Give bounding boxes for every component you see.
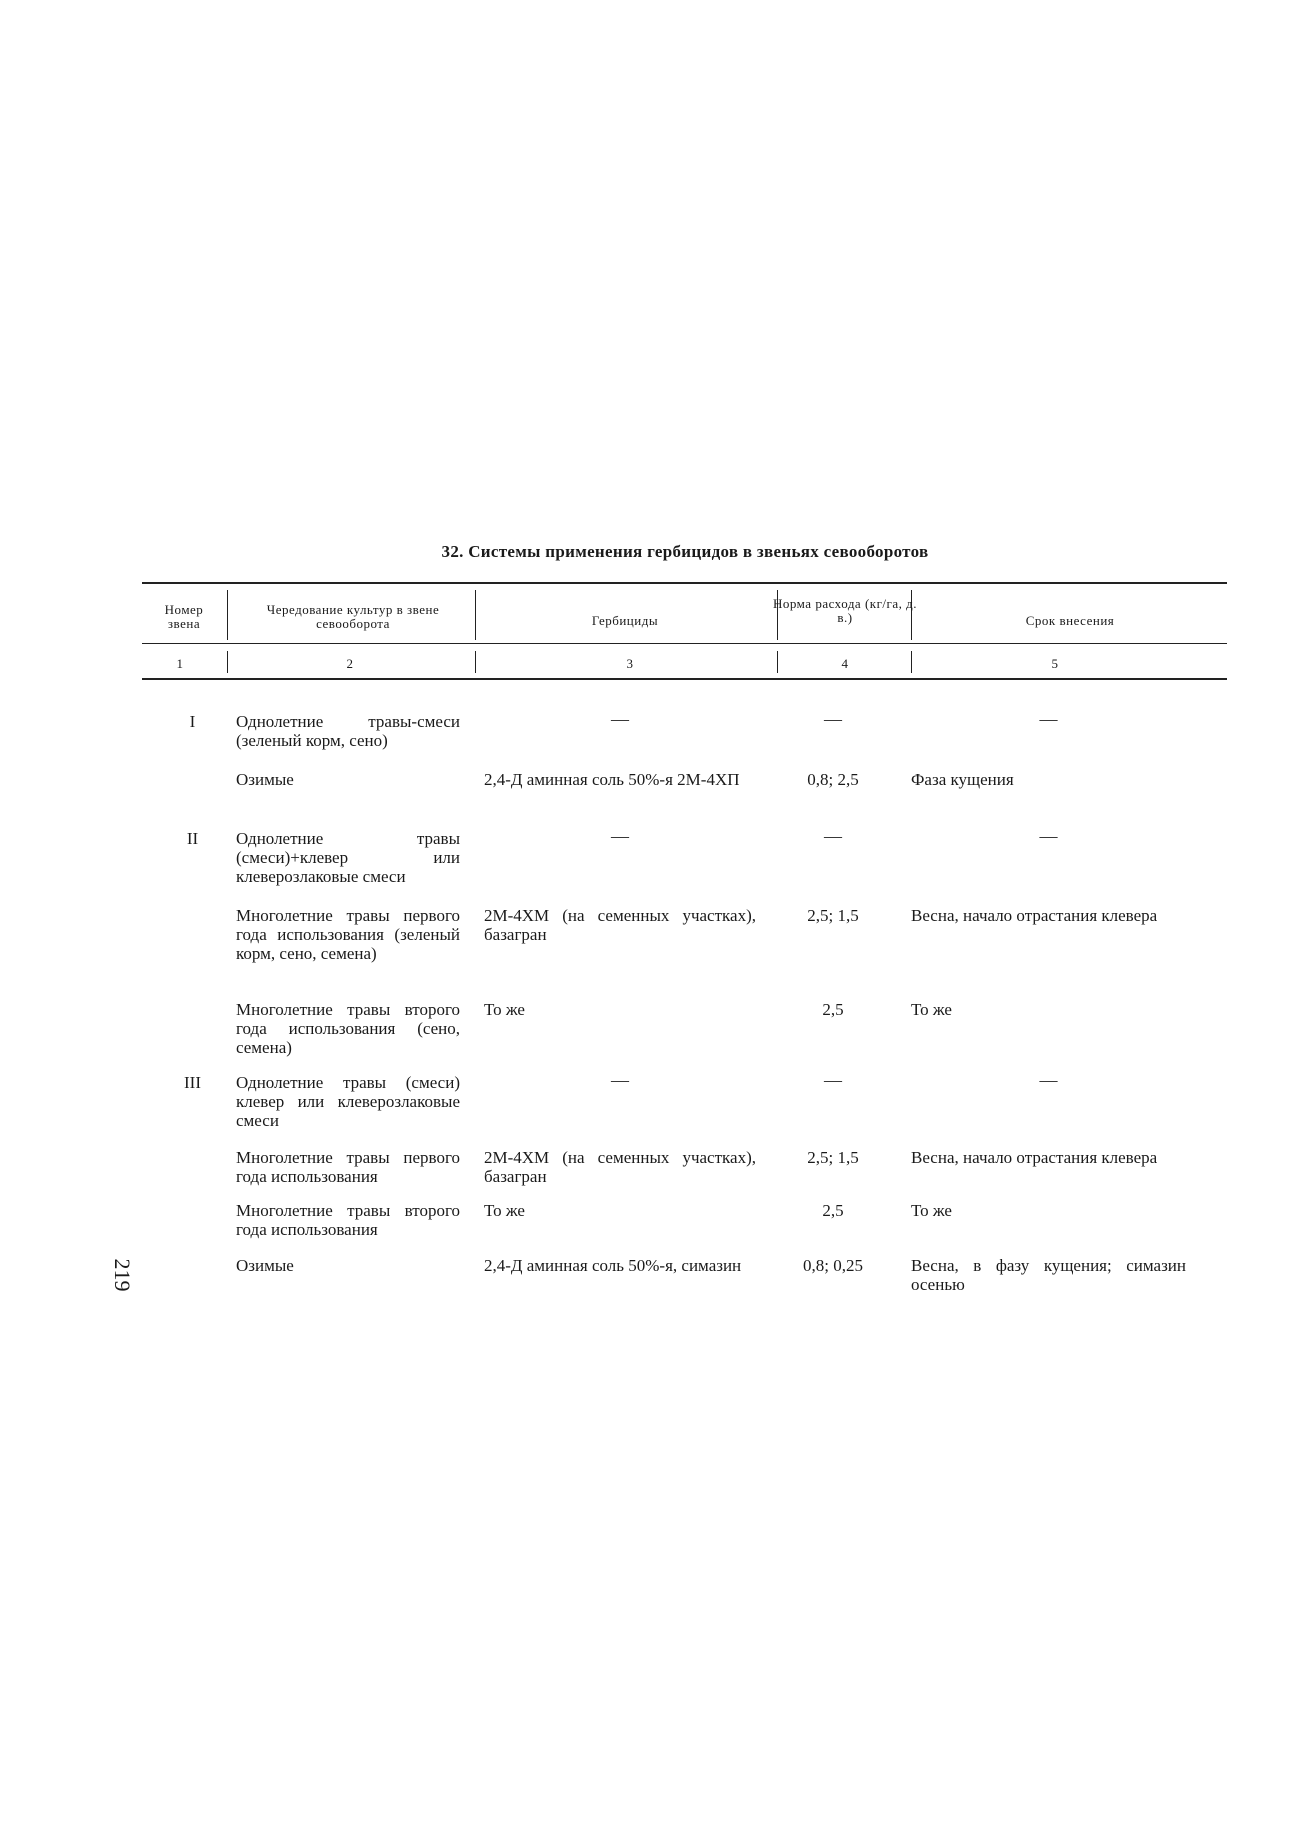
column-number: 5	[1051, 656, 1059, 671]
timing-cell: —	[1039, 1070, 1058, 1090]
herbicide-cell: 2,4-Д аминная соль 50%-я 2М-4ХП	[484, 770, 740, 789]
table-title: 32. Системы применения гербицидов в звеньях севооборотов	[441, 542, 929, 561]
rate-cell: —	[824, 826, 842, 846]
column-number: 2	[346, 656, 354, 671]
table-top-rule	[142, 582, 1227, 584]
timing-cell: Весна, начало отрастания клевера	[911, 1148, 1158, 1167]
timing-cell: Фаза кущения	[911, 770, 1014, 789]
herbicide-cell: —	[611, 1070, 629, 1090]
header-link-number: Номер звена	[164, 602, 204, 631]
rate-cell: —	[824, 1070, 842, 1090]
herbicide-cell: 2М-4ХМ (на семенных участках), базагран	[484, 906, 756, 944]
link-number: II	[186, 829, 199, 848]
crop-cell: Многолетние травы второго года использования	[236, 1201, 460, 1239]
timing-cell: То же	[911, 1000, 952, 1019]
link-number: III	[184, 1073, 201, 1092]
herbicide-cell: —	[611, 709, 629, 729]
page-number: 219	[110, 1258, 135, 1292]
header-rule	[142, 643, 1227, 644]
column-number: 1	[176, 656, 184, 671]
crop-cell: Многолетние травы первого года использования (зеленый корм, сено, семена)	[236, 906, 460, 963]
numbers-rule	[142, 678, 1227, 680]
herbicide-cell: 2М-4ХМ (на семенных участках), базагран	[484, 1148, 756, 1186]
timing-cell: То же	[911, 1201, 952, 1220]
header-herbicides: Гербициды	[591, 613, 659, 628]
link-number: I	[189, 712, 196, 731]
column-number: 4	[841, 656, 849, 671]
crop-cell: Озимые	[236, 1256, 294, 1275]
header-crop-rotation: Чередование культур в звене севооборота	[266, 602, 440, 631]
timing-cell: Весна, начало отрастания клевера	[911, 906, 1158, 925]
timing-cell: —	[1039, 709, 1058, 729]
timing-cell: Весна, в фазу кущения; симазин осенью	[911, 1256, 1186, 1294]
rate-cell: 2,5; 1,5	[807, 906, 859, 925]
herbicide-cell: То же	[484, 1000, 525, 1019]
header-divider	[475, 590, 476, 640]
rate-cell: 0,8; 2,5	[807, 770, 859, 789]
herbicide-cell: 2,4-Д аминная соль 50%-я, симазин	[484, 1256, 742, 1275]
number-divider	[911, 651, 912, 673]
rate-cell: 2,5; 1,5	[807, 1148, 859, 1167]
rate-cell: 0,8; 0,25	[803, 1256, 863, 1275]
timing-cell: —	[1039, 826, 1058, 846]
number-divider	[777, 651, 778, 673]
crop-cell: Озимые	[236, 770, 294, 789]
number-divider	[475, 651, 476, 673]
crop-cell: Однолетние травы-смеси (зеленый корм, сено)	[236, 712, 460, 750]
crop-cell: Однолетние травы (смеси)+клевер или клеверозлаковые смеси	[236, 829, 460, 886]
rate-cell: —	[824, 709, 842, 729]
rate-cell: 2,5	[822, 1000, 844, 1019]
crop-cell: Многолетние травы второго года использования (сено, семена)	[236, 1000, 460, 1057]
rate-cell: 2,5	[822, 1201, 844, 1220]
column-number: 3	[626, 656, 634, 671]
header-divider	[227, 590, 228, 640]
herbicide-cell: То же	[484, 1201, 525, 1220]
header-timing: Срок внесения	[1025, 613, 1115, 628]
crop-cell: Многолетние травы первого года использования	[236, 1148, 460, 1186]
herbicide-cell: —	[611, 826, 629, 846]
header-rate: Норма расхода (кг/га, д. в.)	[772, 596, 918, 625]
crop-cell: Однолетние травы (смеси) клевер или клеверозлаковые смеси	[236, 1073, 460, 1130]
number-divider	[227, 651, 228, 673]
